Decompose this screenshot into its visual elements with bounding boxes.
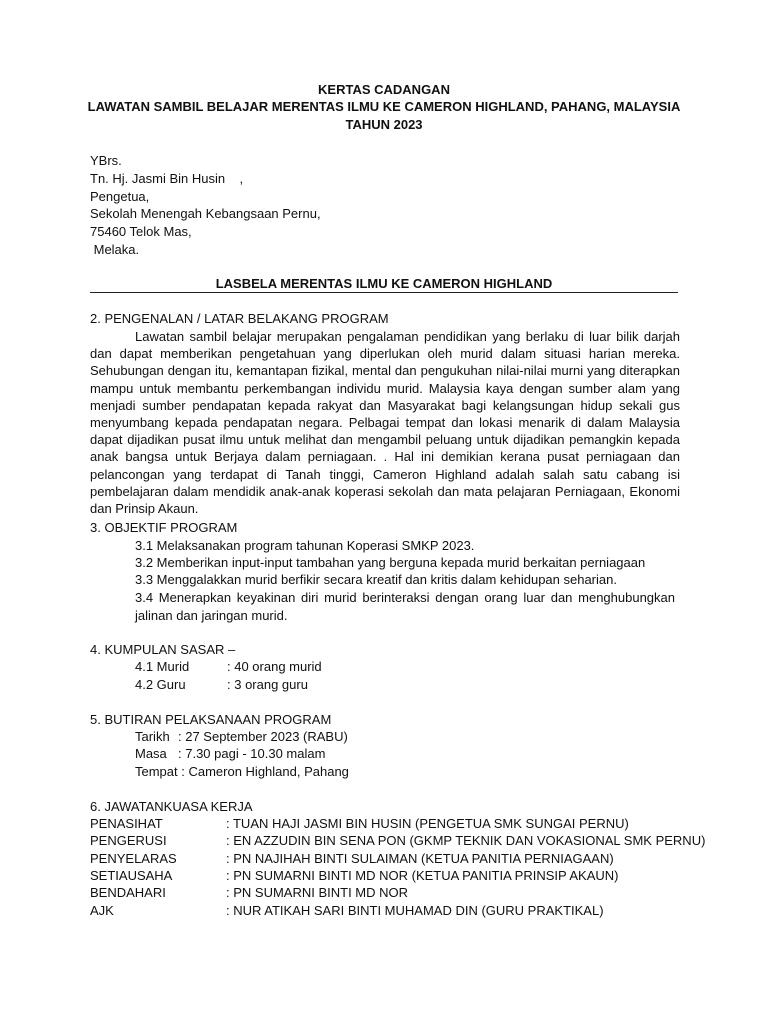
detail-place: Tempat : Cameron Highland, Pahang <box>135 764 349 779</box>
committee-name: : PN SUMARNI BINTI MD NOR (KETUA PANITIA PRINSIP AKAUN) <box>226 868 619 883</box>
committee-name: : PN NAJIHAH BINTI SULAIMAN (KETUA PANITIA PERNIAGAAN) <box>226 851 614 866</box>
date-label: Tarikh <box>135 729 170 744</box>
address-school: Sekolah Menengah Kebangsaan Pernu, <box>90 206 321 221</box>
target-label: 4.2 Guru <box>135 677 186 692</box>
target-item <box>135 659 322 674</box>
committee-row <box>90 885 409 900</box>
committee-name: : TUAN HAJI JASMI BIN HUSIN (PENGETUA SMK SUNGAI PERNU) <box>226 816 629 831</box>
target-value: : 40 orang murid <box>227 659 322 674</box>
time-value: : 7.30 pagi - 10.30 malam <box>178 746 326 761</box>
objective-item: 3.4 Menerapkan keyakinan diri murid berinteraksi dengan orang luar dan menghubungkan jalinan dan jaringan murid. <box>135 590 675 623</box>
section3-title: 3. OBJEKTIF PROGRAM <box>90 520 238 535</box>
objective-item: 3.2 Memberikan input-input tambahan yang berguna kepada murid berkaitan perniagaan <box>135 555 646 570</box>
address-position: Pengetua, <box>90 189 150 204</box>
address-postcode: 75460 Telok Mas, <box>90 224 192 239</box>
committee-name: : PN SUMARNI BINTI MD NOR <box>226 885 409 900</box>
address-name: Tn. Hj. Jasmi Bin Husin , <box>90 171 244 186</box>
section2-title: 2. PENGENALAN / LATAR BELAKANG PROGRAM <box>90 311 389 326</box>
committee-role: PENASIHAT <box>90 816 163 831</box>
section5-title: 5. BUTIRAN PELAKSANAAN PROGRAM <box>90 712 332 727</box>
target-label: 4.1 Murid <box>135 659 190 674</box>
target-item <box>135 677 308 692</box>
address-salutation: YBrs. <box>90 153 122 168</box>
doc-year: TAHUN 2023 <box>345 117 423 132</box>
objective-item: 3.1 Melaksanakan program tahunan Koperasi SMKP 2023. <box>135 538 475 553</box>
doc-title: KERTAS CADANGAN <box>318 82 450 97</box>
section6-title: 6. JAWATANKUASA KERJA <box>90 799 253 814</box>
doc-subtitle: LAWATAN SAMBIL BELAJAR MERENTAS ILMU KE CAMERON HIGHLAND, PAHANG, MALAYSIA <box>87 99 681 114</box>
committee-role: BENDAHARI <box>90 885 166 900</box>
section4-title: 4. KUMPULAN SASAR – <box>90 642 236 657</box>
committee-role: PENYELARAS <box>90 851 177 866</box>
objective-item: 3.3 Menggalakkan murid berfikir secara kreatif dan kritis dalam kehidupan seharian. <box>135 572 617 587</box>
target-value: : 3 orang guru <box>227 677 308 692</box>
detail-time <box>135 746 325 761</box>
committee-role: PENGERUSI <box>90 833 167 848</box>
committee-name: : NUR ATIKAH SARI BINTI MUHAMAD DIN (GURU PRAKTIKAL) <box>226 903 604 918</box>
date-value: : 27 September 2023 (RABU) <box>178 729 348 744</box>
committee-name: : EN AZZUDIN BIN SENA PON (GKMP TEKNIK DAN VOKASIONAL SMK PERNU) <box>226 833 706 848</box>
committee-row <box>90 833 706 848</box>
committee-role: AJK <box>90 903 114 918</box>
detail-date <box>135 729 348 744</box>
section2-body: Lawatan sambil belajar merupakan pengalaman pendidikan yang berlaku di luar bilik darjah dan dapat memberikan pengetahuan yang diperlukan oleh murid dalam situasi harian mereka. Sehubungan dengan itu, kemantapan fizikal, mental dan pengukuhan nilai-nilai murni yang diterapkan mampu untuk membantu perkembangan individu murid. Malaysia kaya dengan sumber alam yang menjadi sumber pendapatan kepada rakyat dan Masyarakat bagi kelangsungan hidup sekali gus menyumbang kepada pendapatan negara. Pelbagai tempat dan lokasi menarik di dalam Malaysia dapat dijadikan pusat ilmu untuk melihat dan mengambil peluang untuk dijadikan pemangkin kepada anak bangsa untuk Berjaya dalam perniagaan. . Hal ini demikian kerana pusat perniagaan dan pelancongan yang terdapat di Tanah tinggi, Cameron Highland adalah salah satu cabang isi pembelajaran dalam mendidik anak-anak koperasi sekolah dan mata pelajaran Perniagaan, Ekonomi dan Prinsip Akaun. <box>90 329 680 517</box>
committee-row <box>90 851 614 866</box>
address-state: Melaka. <box>90 242 140 257</box>
subject-underline <box>90 292 678 293</box>
committee-row <box>90 868 619 883</box>
subject-heading: LASBELA MERENTAS ILMU KE CAMERON HIGHLAND <box>215 276 553 291</box>
committee-row <box>90 903 604 918</box>
committee-row <box>90 816 629 831</box>
committee-role: SETIAUSAHA <box>90 868 173 883</box>
time-label: Masa <box>135 746 167 761</box>
